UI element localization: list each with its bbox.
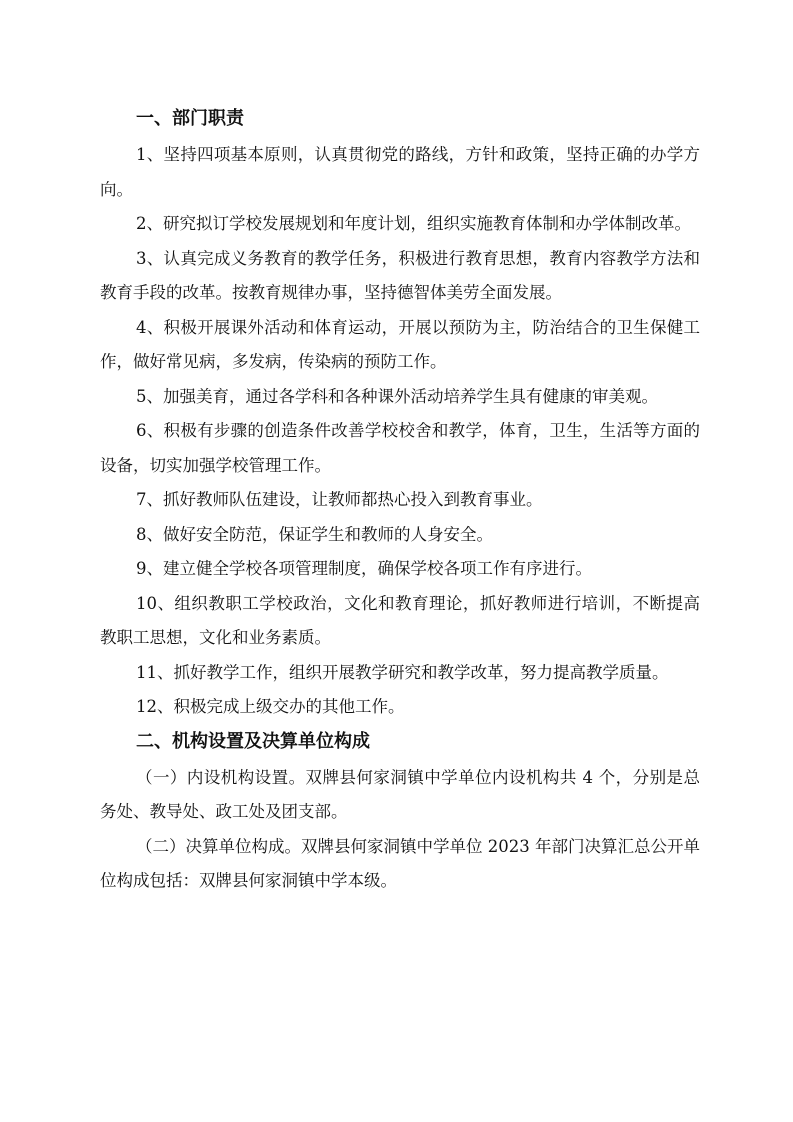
- section-heading-duties: 一、部门职责: [136, 108, 244, 129]
- duty-item-5: 5、加强美育，通过各学科和各种课外活动培养学生具有健康的审美观。: [136, 386, 658, 406]
- duty-item-6: 6、积极有步骤的创造条件改善学校校舍和教学，体育，卫生，生活等方面的设备，切实加强学校管理工作。: [100, 421, 700, 475]
- document-page: [100, 102, 700, 899]
- duty-item-9: 9、建立健全学校各项管理制度，确保学校各项工作有序进行。: [136, 559, 592, 578]
- duty-item-3: 3、认真完成义务教育的教学任务，积极进行教育思想，教育内容教学方法和教育手段的改革。按教育规律办事，坚持德智体美劳全面发展。: [100, 248, 700, 302]
- duty-item-1: 1、坚持四项基本原则，认真贯彻党的路线，方针和政策，坚持正确的办学方向。: [100, 145, 700, 199]
- duty-item-4: 4、积极开展课外活动和体育运动，开展以预防为主，防治结合的卫生保健工作，做好常见病，多发病，传染病的预防工作。: [100, 317, 700, 371]
- section-heading-structure: 二、机构设置及决算单位构成: [136, 730, 370, 752]
- duty-item-8: 8、做好安全防范，保证学生和教师的人身安全。: [136, 524, 493, 544]
- structure-item-1: （一）内设机构设置。双牌县何家洞镇中学单位内设机构共 4 个，分别是总务处、教导处、政工处及团支部。: [100, 767, 700, 821]
- duty-item-11: 11、抓好教学工作，组织开展教学研究和教学改革，努力提高教学质量。: [136, 662, 669, 682]
- duty-item-7: 7、抓好教师队伍建设，让教师都热心投入到教育事业。: [136, 490, 543, 509]
- duty-item-10: 10、组织教职工学校政治，文化和教育理论，抓好教师进行培训，不断提高教职工思想，文化和业务素质。: [100, 593, 700, 647]
- duty-item-2: 2、研究拟订学校发展规划和年度计划，组织实施教育体制和办学体制改革。: [136, 214, 691, 233]
- duty-item-12: 12、积极完成上级交办的其他工作。: [136, 697, 405, 716]
- structure-item-2: （二）决算单位构成。双牌县何家洞镇中学单位 2023 年部门决算汇总公开单位构成包括：双牌县何家洞镇中学本级。: [100, 836, 700, 890]
